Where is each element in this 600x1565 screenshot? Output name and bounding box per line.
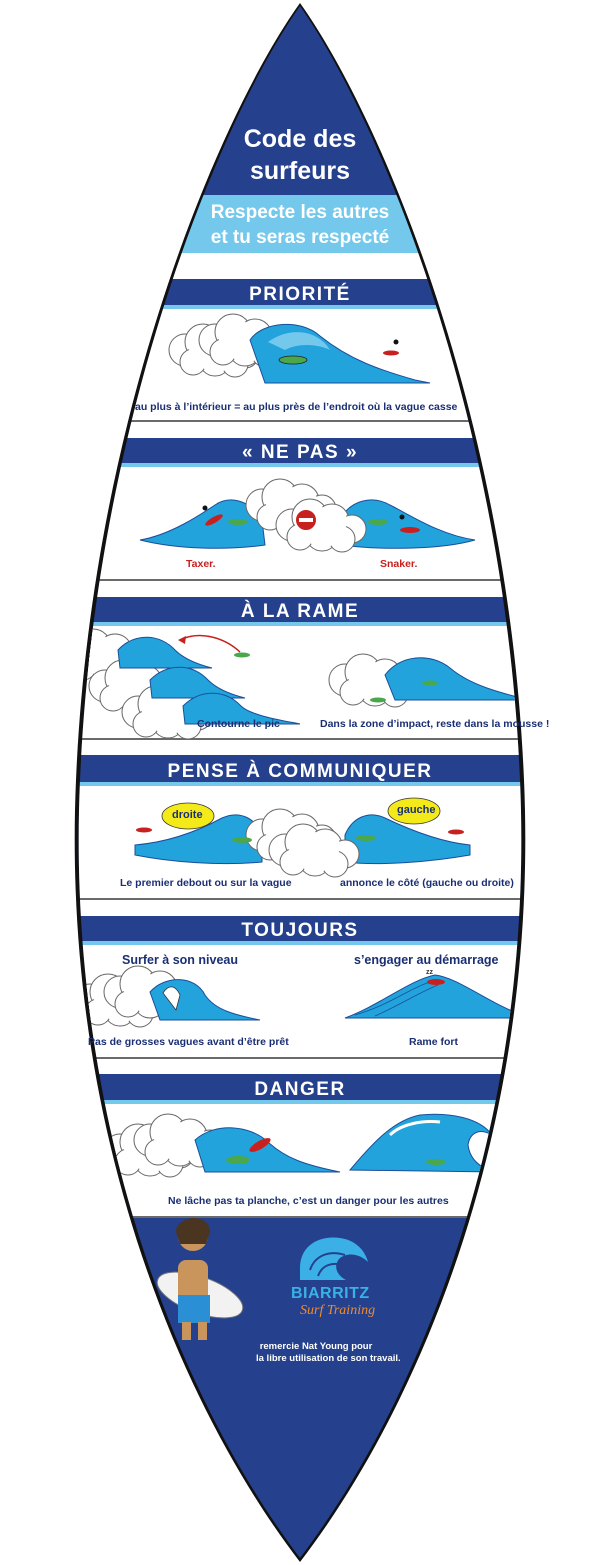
ne-pas-caption-left: Taxer. [186,558,216,570]
toujours-subhead-right: s’engager au démarrage [354,953,499,967]
ne-pas-caption-right: Snaker. [380,558,418,570]
section-title-toujours: TOUJOURS [241,920,359,941]
subtitle-line2: et tu seras respecté [210,227,390,248]
bubble-droite: droite [172,809,203,821]
page-title-line1: Code des [243,125,357,153]
a-la-rame-caption-left: Contourne le pic [197,718,280,730]
section-title-communiquer: PENSE À COMMUNIQUER [167,761,433,782]
section-title-danger: DANGER [254,1079,346,1100]
bubble-gauche: gauche [397,804,436,816]
danger-caption: Ne lâche pas ta planche, c’est un danger pour les autres [168,1195,449,1207]
toujours-zz: zz [426,969,433,976]
thanks-line2: la libre utilisation de son travail. [256,1353,401,1364]
logo-surf-training: Surf Training [300,1303,376,1318]
section-title-a-la-rame: À LA RAME [240,601,360,622]
thanks-line1: remercie Nat Young pour [259,1341,373,1352]
priorite-caption: au plus à l’intérieur = au plus près de l’endroit où la vague casse [135,401,458,413]
communiquer-caption-left: Le premier debout ou sur la vague [120,877,292,889]
toujours-caption-left: Pas de grosses vagues avant d’être prêt [88,1036,289,1048]
toujours-subhead-left: Surfer à son niveau [122,953,239,967]
section-title-ne-pas: « NE PAS » [241,442,359,463]
subtitle-line1: Respecte les autres [210,202,390,223]
toujours-caption-right: Rame fort [409,1036,459,1048]
communiquer-caption-right: annonce le côté (gauche ou droite) [340,877,514,889]
logo-biarritz: BIARRITZ [291,1285,370,1302]
section-title-priorite: PRIORITÉ [249,284,351,305]
a-la-rame-caption-right: Dans la zone d’impact, reste dans la mousse ! [320,718,550,730]
page-title-line2: surfeurs [249,157,351,185]
